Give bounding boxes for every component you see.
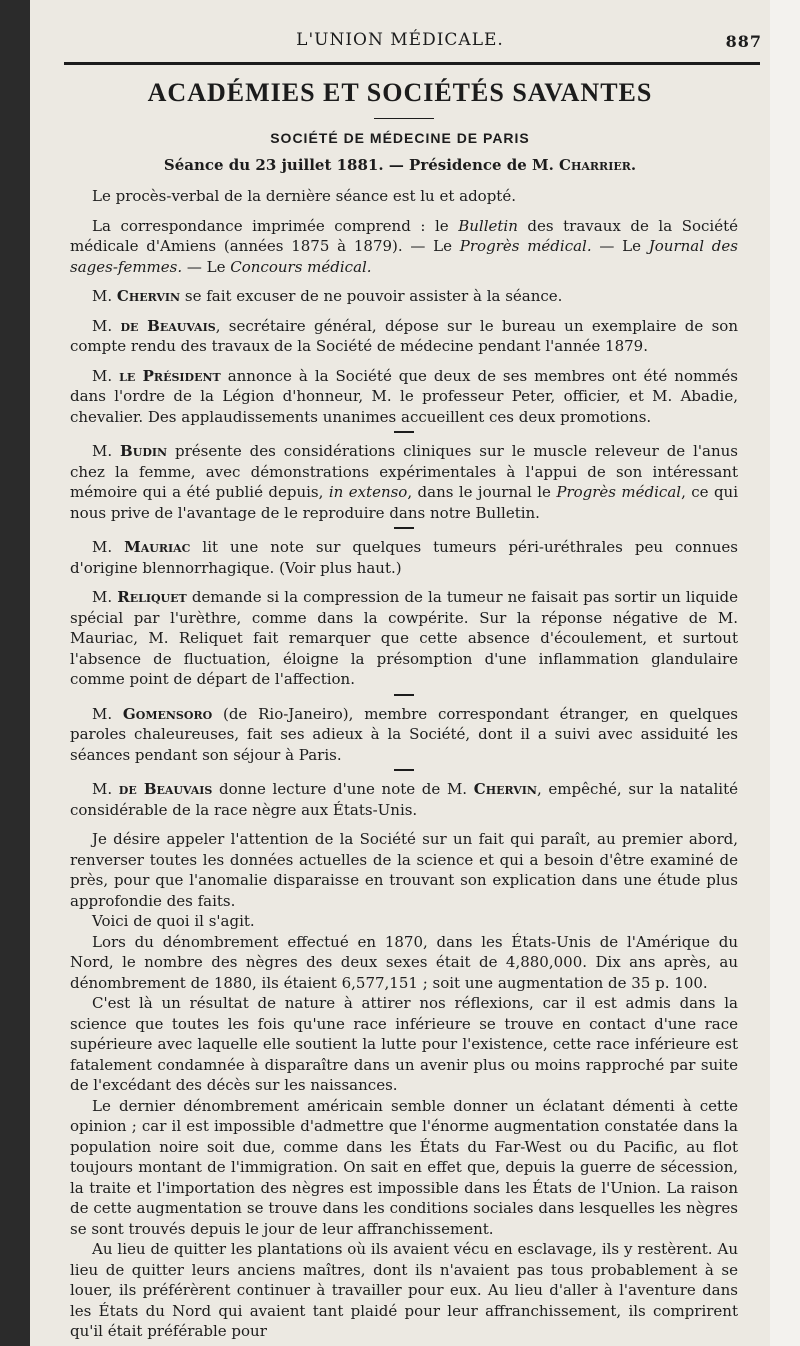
paragraph-denial: Le dernier dénombrement américain semble donner un éclatant démenti à cette opinion ; car il est impossible d'admettre que l'énorme augmentation constatée dans la population noire soit due, comme dans les États du Far-West ou du Pacific, au flot toujours montant de l'immigration. On sait en effet que, depuis la guerre de sécession, la traite et l'importation des nègres est impossible dans les États de l'Union. La raison de cette augmentation se trouve dans les conditions sociales dans lesquelles les nègres se sont trouvés depuis le jour de leur affranchissement. [70,1096,738,1238]
paragraph-voici: Voici de quoi il s'agit. [92,912,255,930]
running-title: L'UNION MÉDICALE. [296,30,504,50]
paragraph-mauriac: M. Mauriac lit une note sur quelques tumeurs péri-uréthrales peu connues d'origine blennorrhagique. (Voir plus haut.) [70,538,738,577]
section-title: ACADÉMIES ET SOCIÉTÉS SAVANTES [147,78,653,107]
paragraph-minutes: Le procès-verbal de la dernière séance est lu et adopté. [92,187,516,205]
paragraph-gomensoro: M. Gomensoro (de Rio-Janeiro), membre correspondant étranger, en quelques paroles chaleureuses, fait ses adieux à la Société, dont il a suivi avec assiduité les séances pendant son séjour à Paris. [70,704,738,764]
title-divider [374,118,434,119]
session-prefix: Séance du 23 juillet 1881. — Présidence de M. [163,156,560,174]
page-edge [770,0,800,1346]
paragraph-chervin-excuse: M. Chervin se fait excuser de ne pouvoir assister à la séance. [92,287,563,305]
session-line [30,156,770,174]
page-header [30,30,770,54]
separator-dash [394,527,414,529]
paragraph-plantations: Au lieu de quitter les plantations où ils avaient vécu en esclavage, ils y restèrent. Au lieu de quitter leurs anciens maîtres, dont ils n'avaient pas tous probablement à se louer, ils préférèrent continuer à travailler pour eux. Au lieu d'aller à l'aventure dans les États du Nord qui avaient tant plaidé pour leur affranchissement, ils comprirent qu'il était préférable pour [70,1240,738,1340]
paragraph-reliquet: M. Reliquet demande si la compression de la tumeur ne faisait pas sortir un liquide spécial par l'urèthre, comme dans la cowpérite. Sur la réponse négative de M. Mauriac, M. Reliquet fait remarquer que cette absence d'écoulement, et surtout l'absence de fluctuation, éloigne la présomption d'une inflammation glandulaire comme point de départ de l'affection. [70,588,738,688]
paragraph-correspondence: La correspondance imprimée comprend : le Bulletin des travaux de la Société médicale d'Amiens (années 1875 à 1879). — Le Progrès médical. — Le Journal des sages-femmes. — Le Concours médical. [70,216,739,276]
header-rule [64,62,760,65]
page-number: 887 [725,32,762,51]
separator-dash [394,431,414,433]
paragraph-budin: M. Budin présente des considérations cliniques sur le muscle releveur de l'anus chez la femme, avec démonstrations expérimentales à l'appui de son intéressant mémoire qui a été publié depuis, in extenso, dans le journal le Progrès médical, ce qui nous prive de l'avantage de le reproduire dans notre Bulletin. [70,442,738,522]
society-name: SOCIÉTÉ DE MÉDECINE DE PARIS [270,130,530,146]
session-suffix: . [630,156,637,174]
paragraph-census: Lors du dénombrement effectué en 1870, dans les États-Unis de l'Amérique du Nord, le nombre des nègres des deux sexes était de 4,880,000. Dix ans après, au dénombrement de 1880, ils étaient 6,577,151 ; soit une augmentation de 35 p. 100. [70,932,738,992]
article-body [70,186,738,1342]
separator-dash [394,694,414,696]
paragraph-beauvais-report: M. de Beauvais, secrétaire général, dépose sur le bureau un exemplaire de son compte rendu des travaux de la Société de médecine pendant l'année 1879. [70,316,738,355]
president-name: Charrier [559,156,631,174]
document-page [30,0,770,1346]
paragraph-beauvais-reading: M. de Beauvais donne lecture d'une note de M. Chervin, empêché, sur la natalité considérable de la race nègre aux États-Unis. [70,780,738,819]
paragraph-president: M. le Président annonce à la Société que deux de ses membres ont été nommés dans l'ordre de la Légion d'honneur, M. le professeur Peter, officier, et M. Abadie, chevalier. Des applaudissements unanimes accueillent ces deux promotions. [70,366,738,426]
paragraph-result: C'est là un résultat de nature à attirer nos réflexions, car il est admis dans la science que toutes les fois qu'une race inférieure se trouve en contact d'une race supérieure avec laquelle elle soutient la lutte pour l'existence, cette race inférieure est fatalement condamnée à disparaître dans un avenir plus ou moins rapproché par suite de l'excédant des décès sur les naissances. [70,994,738,1094]
paragraph-attention: Je désire appeler l'attention de la Société sur un fait qui paraît, au premier abord, renverser toutes les données actuelles de la science et qui a besoin d'être examiné de près, pour que l'anomalie disparaisse en trouvant son explication dans une étude plus approfondie des faits. [70,830,738,910]
separator-dash [394,769,414,771]
